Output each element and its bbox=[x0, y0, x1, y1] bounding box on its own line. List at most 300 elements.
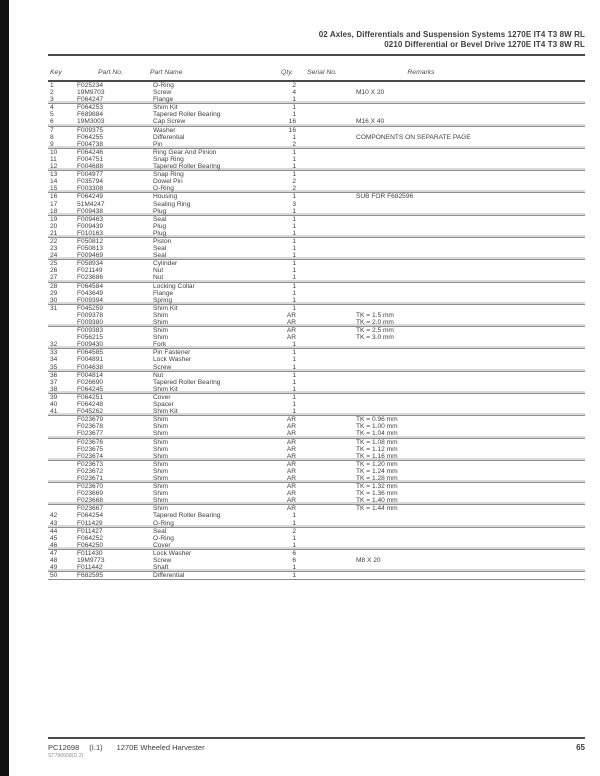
key-cell bbox=[48, 319, 74, 326]
part-no-cell: F009380 bbox=[77, 319, 104, 326]
remarks-cell bbox=[354, 104, 585, 111]
part-name-cell: Seal bbox=[153, 245, 167, 253]
part-name-cell: Shim bbox=[153, 311, 169, 319]
table-row bbox=[48, 356, 585, 363]
remarks-cell bbox=[354, 297, 585, 304]
table-row bbox=[48, 304, 585, 312]
part-no-cell: F011429 bbox=[77, 519, 103, 527]
table-row bbox=[48, 504, 585, 512]
serial-no-cell bbox=[296, 446, 354, 453]
key-cell bbox=[48, 453, 74, 460]
remarks-cell: TK = 1.24 mm bbox=[356, 467, 398, 475]
serial-no-cell bbox=[296, 394, 354, 401]
remarks-cell bbox=[354, 252, 585, 259]
key-cell: 12 bbox=[50, 163, 58, 171]
serial-no-cell bbox=[296, 193, 354, 200]
remarks-cell bbox=[354, 274, 585, 281]
part-name-cell: Cap Screw bbox=[153, 118, 186, 126]
key-cell: 42 bbox=[50, 512, 58, 520]
table-row bbox=[48, 475, 585, 482]
part-no-cell: F009378 bbox=[77, 311, 104, 319]
serial-no-cell bbox=[296, 82, 354, 89]
table-row bbox=[48, 482, 585, 490]
serial-no-cell bbox=[296, 208, 354, 215]
part-no-cell: F009463 bbox=[77, 215, 104, 223]
part-no-cell: 19M3003 bbox=[77, 118, 105, 126]
key-cell: 25 bbox=[50, 260, 58, 268]
serial-no-cell bbox=[296, 557, 354, 564]
key-cell: 21 bbox=[50, 229, 58, 237]
qty-cell: 1 bbox=[292, 215, 296, 223]
serial-no-cell bbox=[296, 312, 354, 319]
part-no-cell: F064246 bbox=[77, 148, 104, 156]
remarks-cell: TK = 1.36 mm bbox=[356, 490, 398, 498]
serial-no-cell bbox=[296, 134, 354, 141]
part-no-cell: F023674 bbox=[77, 452, 104, 460]
serial-no-cell bbox=[296, 305, 354, 312]
serial-no-cell bbox=[296, 118, 354, 125]
part-no-cell: F023668 bbox=[77, 497, 104, 505]
column-header-part-name: Part Name bbox=[150, 69, 183, 76]
part-no-cell: F023679 bbox=[77, 416, 104, 424]
qty-cell: 4 bbox=[292, 89, 296, 97]
part-name-cell: Flange bbox=[153, 289, 174, 297]
key-cell: 35 bbox=[50, 363, 58, 371]
footer-line bbox=[48, 743, 585, 752]
remarks-cell bbox=[354, 386, 585, 393]
qty-cell: 1 bbox=[292, 289, 296, 297]
remarks-cell bbox=[354, 290, 585, 297]
part-name-cell: Shim bbox=[153, 505, 169, 513]
scan-edge-bar bbox=[0, 0, 9, 776]
key-cell: 27 bbox=[50, 274, 58, 282]
part-name-cell: Spring bbox=[153, 296, 173, 304]
remarks-cell bbox=[354, 163, 585, 170]
remarks-cell bbox=[354, 283, 585, 290]
table-row bbox=[48, 259, 585, 267]
model-name: 1270E Wheeled Harvester bbox=[116, 743, 205, 752]
qty-cell: 1 bbox=[292, 564, 296, 572]
table-row bbox=[48, 520, 585, 527]
part-name-cell: Seal bbox=[153, 252, 167, 260]
key-cell: 22 bbox=[50, 237, 58, 245]
serial-no-cell bbox=[296, 372, 354, 379]
part-no-cell: F009439 bbox=[77, 222, 104, 230]
key-cell: 50 bbox=[50, 572, 58, 580]
table-row bbox=[48, 571, 585, 579]
qty-cell: 1 bbox=[292, 512, 296, 520]
column-header-key: Key bbox=[50, 69, 62, 76]
remarks-cell bbox=[354, 535, 585, 542]
table-row bbox=[48, 148, 585, 156]
part-no-cell: F023670 bbox=[77, 483, 104, 491]
part-no-cell: F004751 bbox=[77, 155, 104, 163]
serial-no-cell bbox=[296, 252, 354, 259]
remarks-cell: COMPONENTS ON SEPARATE PAGE bbox=[356, 133, 471, 141]
serial-no-cell bbox=[296, 216, 354, 223]
key-cell: 20 bbox=[50, 222, 58, 230]
qty-cell: 1 bbox=[292, 260, 296, 268]
table-row bbox=[48, 527, 585, 535]
key-cell bbox=[48, 490, 74, 497]
serial-no-cell bbox=[296, 230, 354, 237]
part-no-cell: F004891 bbox=[77, 356, 104, 364]
serial-no-cell bbox=[296, 379, 354, 386]
qty-cell: 16 bbox=[288, 126, 296, 134]
table-row bbox=[48, 111, 585, 118]
part-no-cell: F023678 bbox=[77, 423, 104, 431]
part-no-cell: F011427 bbox=[77, 527, 103, 535]
part-name-cell: O-Ring bbox=[153, 82, 174, 89]
serial-no-cell bbox=[296, 564, 354, 571]
key-cell: 39 bbox=[50, 393, 58, 401]
table-row bbox=[48, 460, 585, 468]
qty-cell: 1 bbox=[292, 282, 296, 290]
remarks-cell bbox=[354, 216, 585, 223]
remarks-cell bbox=[354, 542, 585, 549]
table-row bbox=[48, 126, 585, 134]
remarks-cell bbox=[354, 208, 585, 215]
serial-no-cell bbox=[296, 461, 354, 468]
serial-no-cell bbox=[296, 290, 354, 297]
qty-cell: 2 bbox=[292, 82, 296, 89]
qty-cell: 1 bbox=[292, 296, 296, 304]
qty-cell: 2 bbox=[292, 178, 296, 186]
part-name-cell: Tapered Roller Bearing bbox=[153, 163, 221, 171]
serial-no-cell bbox=[296, 127, 354, 134]
serial-no-cell bbox=[296, 178, 354, 185]
remarks-cell: TK = 2.0 mm bbox=[356, 319, 394, 326]
page-number: 65 bbox=[576, 743, 585, 752]
serial-no-cell bbox=[296, 572, 354, 579]
part-name-cell: Piston bbox=[153, 237, 172, 245]
qty-cell: 1 bbox=[292, 163, 296, 171]
qty-cell: 1 bbox=[292, 267, 296, 275]
page-content bbox=[48, 0, 585, 580]
part-name-cell: Nut bbox=[153, 371, 164, 379]
part-name-cell: Sealing Ring bbox=[153, 200, 191, 208]
qty-cell: 1 bbox=[292, 349, 296, 357]
part-no-cell: F023676 bbox=[77, 438, 104, 446]
key-cell bbox=[48, 439, 74, 446]
part-no-cell: F021149 bbox=[77, 267, 103, 275]
qty-cell: AR bbox=[286, 505, 296, 513]
key-cell: 3 bbox=[50, 96, 54, 104]
table-row bbox=[48, 141, 585, 148]
qty-cell: 1 bbox=[292, 229, 296, 237]
key-cell bbox=[48, 423, 74, 430]
part-name-cell: Fork bbox=[153, 341, 167, 349]
qty-cell: 1 bbox=[292, 572, 296, 580]
qty-cell: 1 bbox=[292, 408, 296, 416]
key-cell: 13 bbox=[50, 171, 58, 179]
part-no-cell: F023667 bbox=[77, 505, 104, 513]
qty-cell: AR bbox=[286, 452, 296, 460]
table-row bbox=[48, 512, 585, 519]
remarks-cell bbox=[354, 245, 585, 252]
remarks-cell: TK = 1.08 mm bbox=[356, 438, 398, 446]
qty-cell: 1 bbox=[292, 371, 296, 379]
qty-cell: 1 bbox=[292, 363, 296, 371]
part-name-cell: O-Ring bbox=[153, 185, 174, 193]
part-no-cell: F064251 bbox=[77, 393, 104, 401]
qty-cell: 1 bbox=[292, 111, 296, 119]
table-row bbox=[48, 319, 585, 326]
key-cell: 31 bbox=[50, 304, 58, 312]
qty-cell: 1 bbox=[292, 393, 296, 401]
part-name-cell: Differential bbox=[153, 133, 185, 141]
qty-cell: AR bbox=[286, 319, 296, 326]
qty-cell: AR bbox=[286, 460, 296, 468]
serial-no-cell bbox=[296, 401, 354, 408]
part-name-cell: Dowel Pin bbox=[153, 178, 183, 186]
table-row bbox=[48, 312, 585, 319]
qty-cell: 1 bbox=[292, 356, 296, 364]
remarks-cell: SUB FOR F682596 bbox=[356, 193, 414, 201]
serial-no-cell bbox=[296, 542, 354, 549]
part-no-cell: F682595 bbox=[77, 572, 104, 580]
remarks-cell: TK = 1.20 mm bbox=[356, 460, 398, 468]
key-cell: 10 bbox=[50, 148, 58, 156]
serial-no-cell bbox=[296, 356, 354, 363]
part-no-cell: F004977 bbox=[77, 171, 104, 179]
table-row bbox=[48, 96, 585, 103]
key-cell bbox=[48, 312, 74, 319]
table-row bbox=[48, 274, 585, 281]
serial-no-cell bbox=[296, 505, 354, 512]
part-no-cell: F011442 bbox=[77, 564, 103, 572]
remarks-cell bbox=[354, 238, 585, 245]
footer-rule bbox=[48, 737, 585, 739]
table-row bbox=[48, 423, 585, 430]
table-row bbox=[48, 490, 585, 497]
remarks-cell: TK = 2.5 mm bbox=[356, 327, 394, 335]
serial-no-cell bbox=[296, 453, 354, 460]
part-no-cell: F009438 bbox=[77, 207, 104, 215]
part-name-cell: Shim bbox=[153, 467, 169, 475]
qty-cell: AR bbox=[286, 334, 296, 342]
qty-cell: 1 bbox=[292, 534, 296, 542]
part-name-cell: Plug bbox=[153, 222, 167, 230]
part-name-cell: Cover bbox=[153, 541, 171, 549]
part-name-cell: Shim Kit bbox=[153, 408, 178, 416]
table-row bbox=[48, 446, 585, 453]
part-name-cell: Plug bbox=[153, 229, 167, 237]
part-no-cell: F056215 bbox=[77, 334, 104, 342]
part-no-cell: F064249 bbox=[77, 193, 104, 201]
table-row bbox=[48, 252, 585, 259]
table-row bbox=[48, 386, 585, 393]
key-cell: 8 bbox=[50, 133, 54, 141]
table-row bbox=[48, 103, 585, 111]
part-name-cell: Shim bbox=[153, 334, 169, 342]
remarks-cell bbox=[354, 512, 585, 519]
qty-cell: 1 bbox=[292, 171, 296, 179]
part-no-cell: F043649 bbox=[77, 289, 104, 297]
table-row bbox=[48, 453, 585, 460]
part-name-cell: Shim bbox=[153, 452, 169, 460]
key-cell: 40 bbox=[50, 401, 58, 409]
part-name-cell: Pin Fastener bbox=[153, 349, 191, 357]
qty-cell: AR bbox=[286, 445, 296, 453]
qty-cell: 6 bbox=[292, 549, 296, 557]
table-row bbox=[48, 497, 585, 504]
table-row bbox=[48, 170, 585, 178]
remarks-cell: TK = 1.28 mm bbox=[356, 474, 398, 482]
table-row bbox=[48, 178, 585, 185]
part-no-cell: F064247 bbox=[77, 96, 104, 104]
table-row bbox=[48, 401, 585, 408]
serial-no-cell bbox=[296, 238, 354, 245]
serial-no-cell bbox=[296, 490, 354, 497]
key-cell: 19 bbox=[50, 215, 58, 223]
serial-no-cell bbox=[296, 319, 354, 326]
key-cell: 38 bbox=[50, 385, 58, 393]
key-cell: 18 bbox=[50, 207, 58, 215]
remarks-cell: TK = 1.12 mm bbox=[356, 445, 398, 453]
serial-no-cell bbox=[296, 512, 354, 519]
qty-cell: AR bbox=[286, 311, 296, 319]
part-name-cell: Shim bbox=[153, 474, 169, 482]
part-no-cell: F064253 bbox=[77, 104, 104, 112]
part-name-cell: Tapered Roller Bearing bbox=[153, 512, 221, 520]
table-row bbox=[48, 282, 585, 290]
serial-no-cell bbox=[296, 468, 354, 475]
part-no-cell: F045262 bbox=[77, 408, 104, 416]
part-name-cell: Seal bbox=[153, 215, 167, 223]
qty-cell: AR bbox=[286, 416, 296, 424]
serial-no-cell bbox=[296, 171, 354, 178]
serial-no-cell bbox=[296, 104, 354, 111]
remarks-cell bbox=[354, 156, 585, 163]
part-name-cell: Shim bbox=[153, 423, 169, 431]
table-row bbox=[48, 82, 585, 89]
part-no-cell: F064255 bbox=[77, 133, 104, 141]
part-name-cell: Shim Kit bbox=[153, 385, 178, 393]
qty-cell: 1 bbox=[292, 237, 296, 245]
remarks-cell bbox=[354, 178, 585, 185]
qty-cell: 1 bbox=[292, 155, 296, 163]
part-no-cell: F004814 bbox=[77, 371, 104, 379]
serial-no-cell bbox=[296, 267, 354, 274]
remarks-cell bbox=[354, 349, 585, 356]
qty-cell: 1 bbox=[292, 385, 296, 393]
part-name-cell: Pin bbox=[153, 140, 163, 148]
remarks-cell bbox=[354, 267, 585, 274]
remarks-cell bbox=[354, 111, 585, 118]
part-no-cell: F050813 bbox=[77, 245, 104, 253]
remarks-cell bbox=[354, 379, 585, 386]
qty-cell: 2 bbox=[292, 140, 296, 148]
remarks-cell: M8 X 20 bbox=[356, 557, 381, 564]
remarks-cell bbox=[354, 520, 585, 527]
remarks-cell: TK = 1.32 mm bbox=[356, 483, 398, 491]
part-no-cell: F023673 bbox=[77, 460, 104, 468]
key-cell: 49 bbox=[50, 564, 58, 572]
key-cell: 23 bbox=[50, 245, 58, 253]
key-cell: 41 bbox=[50, 408, 58, 416]
part-name-cell: Lock Washer bbox=[153, 356, 192, 364]
part-name-cell: Ring Gear And Pinion bbox=[153, 148, 217, 156]
table-row bbox=[48, 393, 585, 401]
table-row bbox=[48, 163, 585, 170]
key-cell: 7 bbox=[50, 126, 54, 134]
table-row bbox=[48, 557, 585, 564]
part-name-cell: Washer bbox=[153, 126, 176, 134]
part-name-cell: Shaft bbox=[153, 564, 169, 572]
table-row bbox=[48, 549, 585, 557]
remarks-cell bbox=[354, 141, 585, 148]
key-cell: 36 bbox=[50, 371, 58, 379]
part-no-cell: F064584 bbox=[77, 282, 104, 290]
remarks-cell: TK = 1.44 mm bbox=[356, 505, 398, 513]
qty-cell: 1 bbox=[292, 274, 296, 282]
remarks-cell bbox=[354, 185, 585, 192]
part-name-cell: Shim Kit bbox=[153, 104, 178, 112]
serial-no-cell bbox=[296, 483, 354, 490]
serial-no-cell bbox=[296, 475, 354, 482]
qty-cell: AR bbox=[286, 490, 296, 498]
key-cell: 48 bbox=[50, 557, 58, 564]
part-no-cell: F064245 bbox=[77, 385, 104, 393]
part-no-cell: F010163 bbox=[77, 229, 104, 237]
section-header bbox=[48, 0, 585, 50]
part-no-cell: F064250 bbox=[77, 541, 104, 549]
remarks-cell bbox=[354, 401, 585, 408]
table-row bbox=[48, 415, 585, 423]
table-row bbox=[48, 208, 585, 215]
qty-cell: 1 bbox=[292, 341, 296, 349]
qty-cell: AR bbox=[286, 467, 296, 475]
table-row bbox=[48, 408, 585, 415]
qty-cell: 2 bbox=[292, 185, 296, 193]
column-header-remarks: Remarks bbox=[407, 69, 435, 76]
serial-no-cell bbox=[296, 201, 354, 208]
qty-cell: 1 bbox=[292, 378, 296, 386]
remarks-cell: TK = 0.96 mm bbox=[356, 416, 398, 424]
table-row bbox=[48, 535, 585, 542]
part-no-cell: 19M9773 bbox=[77, 557, 105, 564]
remarks-cell: TK = 1.00 mm bbox=[356, 423, 398, 431]
serial-no-cell bbox=[296, 274, 354, 281]
part-name-cell: Screw bbox=[153, 89, 172, 97]
part-no-cell: F064585 bbox=[77, 349, 104, 357]
key-cell: 11 bbox=[50, 155, 57, 163]
key-cell: 37 bbox=[50, 378, 58, 386]
part-no-cell: F058934 bbox=[77, 260, 104, 268]
part-no-cell: F023677 bbox=[77, 430, 104, 438]
qty-cell: 2 bbox=[292, 527, 296, 535]
key-cell: 24 bbox=[50, 252, 58, 260]
table-row bbox=[48, 297, 585, 304]
part-name-cell: Cover bbox=[153, 393, 171, 401]
part-no-cell: F064248 bbox=[77, 401, 104, 409]
part-name-cell: Shim bbox=[153, 490, 169, 498]
table-row bbox=[48, 371, 585, 379]
table-row bbox=[48, 215, 585, 223]
print-stamp: ST790658(D.2) bbox=[48, 753, 84, 759]
part-no-cell: F009383 bbox=[77, 327, 104, 335]
table-row bbox=[48, 118, 585, 125]
part-name-cell: Shim bbox=[153, 327, 169, 335]
qty-cell: 16 bbox=[288, 118, 296, 126]
remarks-cell bbox=[354, 356, 585, 363]
table-row bbox=[48, 201, 585, 208]
key-cell bbox=[48, 461, 74, 468]
table-row bbox=[48, 364, 585, 371]
key-cell bbox=[48, 446, 74, 453]
key-cell: 47 bbox=[50, 549, 58, 557]
